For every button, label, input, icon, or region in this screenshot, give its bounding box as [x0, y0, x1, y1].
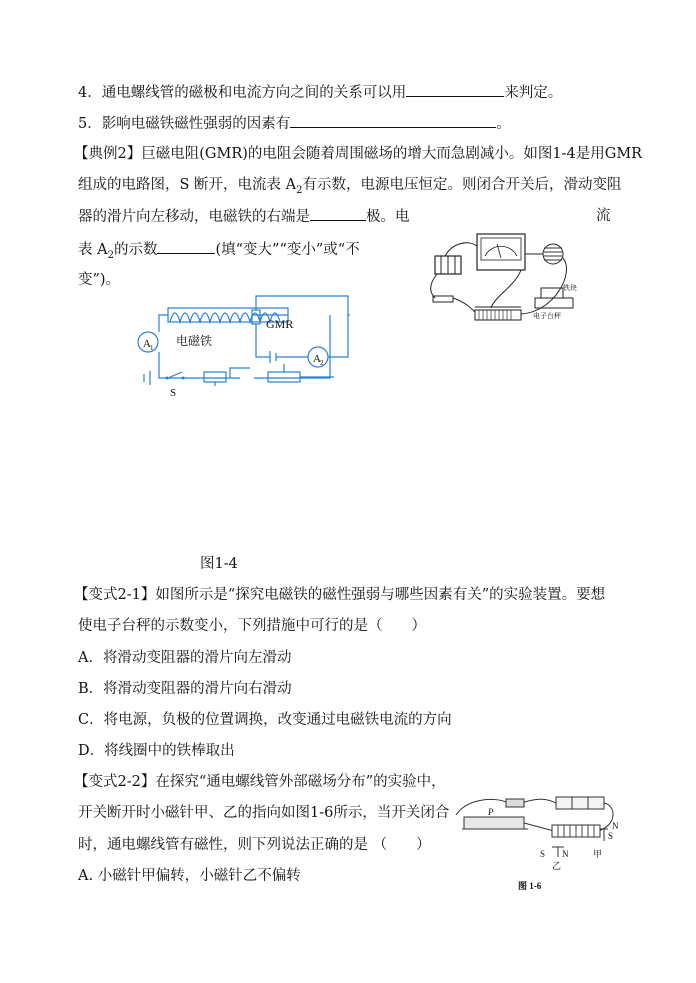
variant-2-1-option-d[interactable]: D．将线圈中的铁棒取出 — [78, 743, 235, 759]
variant-2-2-text-1: 在探究“通电螺线管外部磁场分布”的实验中， — [155, 774, 446, 790]
switch-icon — [433, 296, 453, 302]
example-2-line-5: 变”)。 — [78, 272, 121, 288]
ammeter-a2-label: A — [313, 353, 321, 365]
scale-label: 电子台秤 — [533, 312, 561, 320]
example-2-line-3-end: 流 — [596, 208, 611, 224]
example-2-line-1 — [74, 144, 642, 164]
example-2-text-3b: 极。电 — [366, 209, 410, 225]
reading-answer-blank[interactable] — [157, 239, 215, 254]
example-2-text-3: 器的滑片向左移动，电磁铁的右端是 — [78, 209, 310, 225]
subscript: 2 — [107, 249, 114, 261]
electromagnet-setup-illustration — [425, 232, 595, 347]
variant-2-2-option-a[interactable]: A. 小磁针甲偏转，小磁针乙不偏转 — [78, 868, 301, 884]
example-2-text-2: 组成的电路图，S 断开，电流表 A — [78, 177, 297, 193]
example-2-line-4 — [78, 239, 360, 266]
example-2-text-2b: 有示数，电源电压恒定。则闭合开关后，滑动变阻 — [302, 177, 622, 193]
iron-block-label: 铁块 — [563, 284, 577, 292]
coil-icon — [543, 244, 563, 264]
question-5 — [78, 113, 511, 134]
example-2-line-3 — [78, 206, 410, 227]
variant-2-2-line-3: 时，通电螺线管有磁性，则下列说法正确的是 （ ） — [78, 837, 431, 853]
pole-answer-blank[interactable] — [310, 206, 366, 221]
variant-2-1-tag: 【变式2-1】 — [74, 587, 156, 603]
figure-1-6-caption: 图 1-6 — [518, 881, 542, 891]
example-2-text-1: 巨磁电阻(GMR)的电阻会随着周围磁场的增大而急剧减小。如图1-4是用GMR — [141, 146, 643, 162]
compass-jia-s: S — [608, 831, 614, 841]
switch-label: S — [170, 387, 177, 399]
compass-jia-n: N — [612, 821, 619, 831]
q4-suffix: 来判定。 — [504, 85, 563, 101]
variant-2-1-option-a[interactable]: A．将滑动变阻器的滑片向左滑动 — [78, 650, 292, 666]
ammeter-a1-sub: 1 — [150, 344, 154, 352]
switch-icon — [506, 799, 524, 807]
variant-2-2-line-2: 开关断开时小磁针甲、乙的指向如图1-6所示，当开关闭合 — [78, 805, 450, 821]
q5-suffix: 。 — [496, 116, 511, 132]
variant-2-2-tag: 【变式2-2】 — [74, 774, 156, 790]
ammeter-a1-label: A — [143, 338, 151, 350]
example-2-text-4c: (填“变大”“变小”或“不 — [215, 242, 360, 258]
example-2-tag: 【典例2】 — [74, 146, 142, 162]
subscript: 2 — [296, 184, 303, 196]
electromagnet-label: 电磁铁 — [176, 334, 213, 348]
compass-yi-s: S — [540, 849, 546, 859]
compass-yi-label: 乙 — [552, 861, 562, 871]
slider-p-label: P — [488, 807, 494, 817]
compass-jia-label: 甲 — [593, 849, 603, 859]
rheostat-icon — [475, 310, 521, 320]
example-2-text-4b: 的示数 — [113, 242, 158, 258]
variant-2-1-line-1 — [74, 585, 605, 605]
variant-2-1-option-c[interactable]: C．将电源，负极的位置调换，改变通过电磁铁电流的方向 — [78, 712, 452, 728]
gmr-label: GMR — [266, 317, 294, 331]
gmr-circuit-diagram — [120, 290, 360, 400]
example-2-text-4: 表 A — [78, 242, 108, 258]
q4-text: 4．通电螺线管的磁极和电流方向之间的关系可以用 — [78, 85, 407, 101]
battery-icon — [556, 797, 604, 809]
example-2-line-2 — [78, 175, 622, 201]
compass-yi-n: N — [562, 849, 569, 859]
electronic-scale-icon — [535, 298, 573, 308]
variant-2-1-text-1: 如图所示是“探究电磁铁的磁性强弱与哪些因素有关”的实验装置。要想 — [155, 587, 606, 603]
question-4 — [78, 82, 562, 103]
ammeter-a2-sub: 2 — [320, 359, 324, 367]
variant-2-1-option-b[interactable]: B．将滑动变阻器的滑片向右滑动 — [78, 681, 292, 697]
figure-1-4-caption: 图1-4 — [200, 556, 238, 572]
q5-answer-blank[interactable] — [290, 113, 496, 128]
q4-answer-blank[interactable] — [406, 82, 504, 97]
variant-2-1-line-2: 使电子台秤的示数变小，下列措施中可行的是（ ） — [78, 618, 426, 634]
variant-2-2-line-1 — [74, 772, 446, 792]
q5-text: 5．影响电磁铁磁性强弱的因素有 — [78, 116, 291, 132]
solenoid-compass-figure — [448, 785, 626, 893]
